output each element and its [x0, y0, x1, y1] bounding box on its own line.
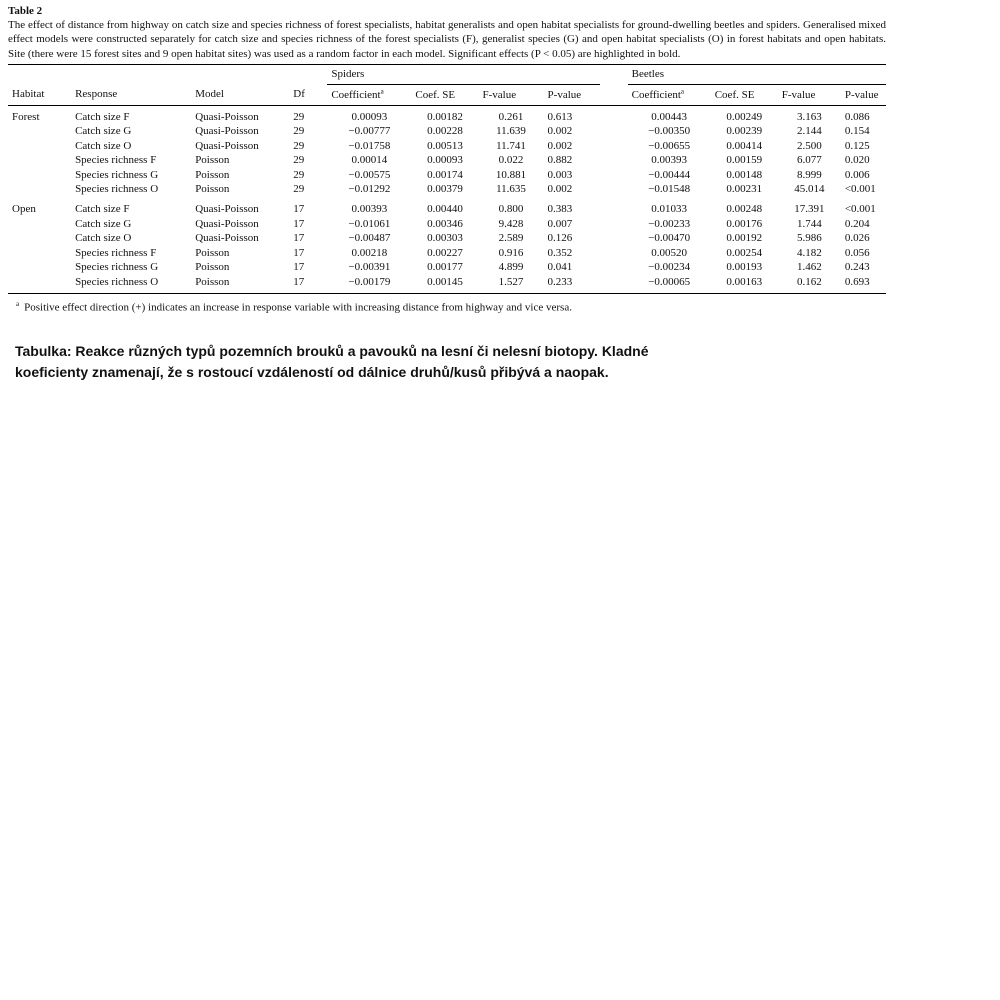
table-body [8, 106, 886, 294]
cell-df: 29 [293, 168, 305, 181]
table-row [8, 182, 886, 196]
cell-spiders-se: 0.00303 [427, 232, 463, 245]
cell-df: 29 [293, 125, 305, 138]
cell-beetles-p: 0.154 [844, 125, 870, 138]
cell-habitat [8, 182, 71, 196]
cell-beetles-se: 0.00159 [726, 154, 763, 167]
cell-spiders-se: 0.00379 [427, 183, 463, 196]
cell-beetles-f: 2.500 [796, 139, 822, 152]
table-row [8, 246, 886, 260]
col-beetles-coefficient-label: Coefficient [631, 88, 681, 101]
cell-beetles-coefficient: −0.01548 [648, 183, 691, 196]
cell-spiders-coefficient: −0.01292 [348, 183, 391, 196]
cell-spiders-f: 2.589 [498, 232, 524, 245]
cell-beetles-coefficient: −0.00234 [648, 261, 691, 274]
cell-beetles-se: 0.00239 [726, 125, 763, 138]
cell-beetles-coefficient: −0.00233 [648, 217, 691, 230]
cell-beetles-f: 8.999 [796, 168, 822, 181]
col-beetles-se: Coef. SE [711, 84, 778, 105]
cell-beetles-se: 0.00163 [711, 275, 778, 294]
cell-df: 17 [293, 246, 305, 259]
cell-df: 17 [293, 203, 305, 216]
table-label: Table 2 [8, 5, 43, 17]
cell-habitat [8, 231, 71, 245]
cell-spiders-p: 0.383 [547, 203, 573, 216]
cell-beetles-f: 1.462 [796, 261, 822, 274]
spacer-cell [600, 246, 628, 260]
cell-beetles-coefficient: −0.00655 [648, 139, 691, 152]
cell-spiders-se: 0.00227 [427, 246, 463, 259]
cell-beetles-se: 0.00249 [726, 111, 763, 124]
cell-spiders-f: 0.022 [498, 154, 524, 167]
cell-spiders-se: 0.00228 [427, 125, 463, 138]
footnote-mark: a [16, 299, 20, 308]
cell-spiders-se: 0.00177 [427, 261, 463, 274]
cell-habitat [8, 246, 71, 260]
cell-habitat [8, 217, 71, 231]
cell-beetles-f: 0.162 [778, 275, 841, 294]
group-header-row [8, 65, 886, 84]
cell-beetles-p: 0.006 [844, 168, 870, 181]
table-row [8, 217, 886, 231]
cell-beetles-coefficient: 0.00520 [651, 246, 688, 259]
table-row [8, 168, 886, 182]
spacer-cell [600, 153, 628, 167]
cell-beetles-f: 17.391 [794, 203, 825, 216]
cell-spiders-f: 11.635 [496, 183, 526, 196]
cell-spiders-p: 0.002 [547, 125, 573, 138]
cell-model: Quasi-Poisson [195, 203, 259, 216]
cell-habitat [8, 275, 71, 294]
cell-df: 29 [293, 154, 305, 167]
cell-habitat: Forest [12, 111, 40, 124]
results-table [8, 64, 886, 294]
cell-beetles-p: <0.001 [844, 183, 876, 196]
cell-df: 17 [293, 217, 305, 230]
cell-beetles-f: 1.744 [796, 217, 822, 230]
cell-spiders-se: 0.00182 [427, 111, 463, 124]
cell-beetles-coefficient: −0.00444 [648, 168, 691, 181]
cell-spiders-p: 0.233 [544, 275, 600, 294]
cell-beetles-se: 0.00148 [726, 168, 763, 181]
czech-summary-note: Tabulka: Reakce různých typů pozemních brouků a pavouků na lesní či nelesní biotopy. Kladné koeficienty znamenají, že s rostoucí vzdáleností od dálnice druhů/kusů přibývá a naopak. [15, 343, 649, 380]
col-beetles-f: F-value [778, 84, 841, 105]
cell-habitat [8, 153, 71, 167]
col-beetles-coefficient [628, 84, 711, 105]
cell-spiders-p: 0.126 [547, 232, 573, 245]
col-spiders-p: P-value [544, 84, 600, 105]
coefficient-footnote-mark: a [680, 86, 685, 95]
cell-spiders-se: 0.00513 [427, 139, 463, 152]
cell-beetles-f: 3.163 [796, 111, 822, 124]
spacer-cell [600, 168, 628, 182]
cell-spiders-p: 0.007 [547, 217, 573, 230]
col-model: Model [191, 84, 289, 105]
cell-df: 29 [293, 183, 305, 196]
cell-response: Catch size F [75, 111, 130, 124]
cell-habitat [8, 139, 71, 153]
cell-model: Poisson [191, 275, 289, 294]
cell-spiders-p: 0.002 [547, 139, 573, 152]
cell-spiders-se: 0.00174 [427, 168, 463, 181]
spiders-group-header: Spiders [327, 65, 599, 84]
cell-response: Catch size F [75, 203, 130, 216]
spacer-cell [600, 275, 628, 294]
table-row [8, 124, 886, 138]
cell-beetles-f: 45.014 [794, 183, 825, 196]
cell-spiders-coefficient: −0.01061 [348, 217, 391, 230]
cell-beetles-se: 0.00193 [726, 261, 763, 274]
column-header-row [8, 84, 886, 105]
table-row [8, 153, 886, 167]
cell-beetles-p: 0.086 [844, 111, 870, 124]
cell-spiders-coefficient: −0.01758 [348, 139, 391, 152]
coefficient-footnote-mark: a [380, 86, 384, 95]
cell-spiders-p: 0.041 [547, 261, 573, 274]
cell-model: Quasi-Poisson [195, 139, 259, 152]
col-df: Df [289, 84, 327, 105]
cell-spiders-p: 0.352 [547, 246, 573, 259]
cell-model: Quasi-Poisson [195, 217, 259, 230]
cell-spiders-f: 11.741 [496, 139, 526, 152]
cell-spiders-f: 0.916 [498, 246, 524, 259]
cell-df: 17 [293, 232, 305, 245]
cell-model: Poisson [195, 154, 230, 167]
table-caption: The effect of distance from highway on catch size and species richness of forest specialists, habitat generalists and open habitat specialists for ground-dwelling beetles and spiders. Generalised mixed effect models were constructed separately for catch size and species richness of the forest specialists (F), generalist species (G) and open habitat specialists (O) in forest habitats and open habitats. Site (there were 15 forest sites and 9 open habitat sites) was used as a random factor in each model. Significant effects (P < 0.05) are highlighted in bold. [8, 19, 886, 60]
col-spiders-f: F-value [478, 84, 543, 105]
cell-df: 17 [293, 261, 305, 274]
cell-spiders-coefficient: 0.00393 [351, 203, 388, 216]
cell-beetles-coefficient: −0.00065 [628, 275, 711, 294]
cell-model: Quasi-Poisson [195, 111, 259, 124]
cell-spiders-f: 9.428 [498, 217, 524, 230]
cell-spiders-f: 1.527 [478, 275, 543, 294]
table-row [8, 231, 886, 245]
cell-response: Catch size O [75, 139, 132, 152]
cell-spiders-se: 0.00093 [427, 154, 463, 167]
cell-response: Catch size O [75, 232, 132, 245]
cell-model: Poisson [195, 261, 230, 274]
cell-beetles-coefficient: 0.00443 [651, 111, 688, 124]
cell-beetles-p: <0.001 [844, 203, 876, 216]
cell-beetles-se: 0.00414 [726, 139, 763, 152]
cell-df: 17 [289, 275, 327, 294]
cell-response: Species richness O [71, 275, 191, 294]
cell-spiders-f: 0.800 [498, 203, 524, 216]
table-row [8, 139, 886, 153]
beetles-group-header: Beetles [628, 65, 886, 84]
cell-spiders-coefficient: −0.00179 [327, 275, 411, 294]
cell-habitat [8, 260, 71, 274]
cell-beetles-coefficient: −0.00350 [648, 125, 691, 138]
cell-beetles-f: 2.144 [796, 125, 822, 138]
col-response: Response [71, 84, 191, 105]
cell-beetles-coefficient: −0.00470 [648, 232, 691, 245]
cell-model: Poisson [195, 168, 230, 181]
cell-spiders-coefficient: 0.00093 [351, 111, 388, 124]
cell-beetles-coefficient: 0.01033 [651, 203, 688, 216]
footnote-text: Positive effect direction (+) indicates an increase in response variable with increasing distance from highway and vice versa. [24, 301, 572, 314]
cell-response: Species richness G [75, 168, 159, 181]
cell-beetles-p: 0.026 [844, 232, 870, 245]
cell-spiders-p: 0.613 [547, 111, 573, 124]
cell-model: Quasi-Poisson [195, 125, 259, 138]
cell-response: Catch size G [75, 125, 132, 138]
spacer-cell [600, 139, 628, 153]
cell-beetles-se: 0.00192 [726, 232, 763, 245]
cell-beetles-p: 0.056 [844, 246, 870, 259]
spacer-cell [600, 124, 628, 138]
table-row [8, 106, 886, 125]
table-row [8, 275, 886, 294]
cell-model: Poisson [195, 183, 230, 196]
spacer-cell [600, 106, 628, 125]
col-beetles-p: P-value [841, 84, 886, 105]
cell-beetles-coefficient: 0.00393 [651, 154, 688, 167]
cell-spiders-se: 0.00145 [411, 275, 478, 294]
cell-beetles-p: 0.204 [844, 217, 870, 230]
cell-beetles-se: 0.00254 [726, 246, 763, 259]
spacer-cell [600, 182, 628, 196]
cell-spiders-f: 10.881 [495, 168, 527, 181]
cell-spiders-se: 0.00346 [427, 217, 463, 230]
cell-beetles-se: 0.00248 [726, 203, 763, 216]
col-spiders-coefficient [327, 84, 411, 105]
cell-spiders-coefficient: −0.00487 [348, 232, 391, 245]
cell-beetles-p: 0.125 [844, 139, 870, 152]
spacer-cell [600, 260, 628, 274]
cell-beetles-f: 6.077 [796, 154, 822, 167]
spacer-cell [600, 217, 628, 231]
cell-df: 29 [293, 139, 305, 152]
cell-response: Species richness F [75, 246, 157, 259]
cell-spiders-coefficient: −0.00575 [348, 168, 391, 181]
cell-model: Poisson [195, 246, 230, 259]
cell-spiders-coefficient: −0.00391 [348, 261, 391, 274]
cell-beetles-f: 4.182 [796, 246, 822, 259]
col-habitat: Habitat [8, 84, 71, 105]
cell-spiders-p: 0.003 [547, 168, 573, 181]
cell-response: Species richness F [75, 154, 157, 167]
table-row [8, 196, 886, 216]
cell-spiders-coefficient: −0.00777 [348, 125, 391, 138]
cell-beetles-f: 5.986 [796, 232, 822, 245]
cell-response: Catch size G [75, 217, 132, 230]
cell-beetles-se: 0.00176 [726, 217, 763, 230]
cell-spiders-coefficient: 0.00218 [351, 246, 388, 259]
cell-spiders-f: 4.899 [498, 261, 524, 274]
col-spiders-se: Coef. SE [411, 84, 478, 105]
cell-spiders-p: 0.882 [547, 154, 573, 167]
cell-beetles-se: 0.00231 [726, 183, 763, 196]
col-spiders-coefficient-label: Coefficient [331, 88, 381, 101]
table-figure [8, 4, 886, 315]
cell-beetles-p: 0.020 [844, 154, 870, 167]
cell-spiders-f: 0.261 [498, 111, 524, 124]
cell-spiders-se: 0.00440 [427, 203, 463, 216]
cell-spiders-p: 0.002 [547, 183, 573, 196]
cell-habitat [8, 124, 71, 138]
cell-habitat [8, 168, 71, 182]
table-row [8, 260, 886, 274]
cell-beetles-p: 0.693 [841, 275, 886, 294]
cell-spiders-coefficient: 0.00014 [351, 154, 388, 167]
cell-habitat: Open [12, 203, 36, 216]
cell-response: Species richness O [75, 183, 159, 196]
spacer-cell [600, 231, 628, 245]
cell-spiders-f: 11.639 [496, 125, 526, 138]
cell-beetles-p: 0.243 [844, 261, 870, 274]
cell-response: Species richness G [75, 261, 159, 274]
cell-model: Quasi-Poisson [195, 232, 259, 245]
spacer-cell [600, 196, 628, 216]
table-footnote [8, 297, 886, 315]
cell-df: 29 [293, 111, 305, 124]
